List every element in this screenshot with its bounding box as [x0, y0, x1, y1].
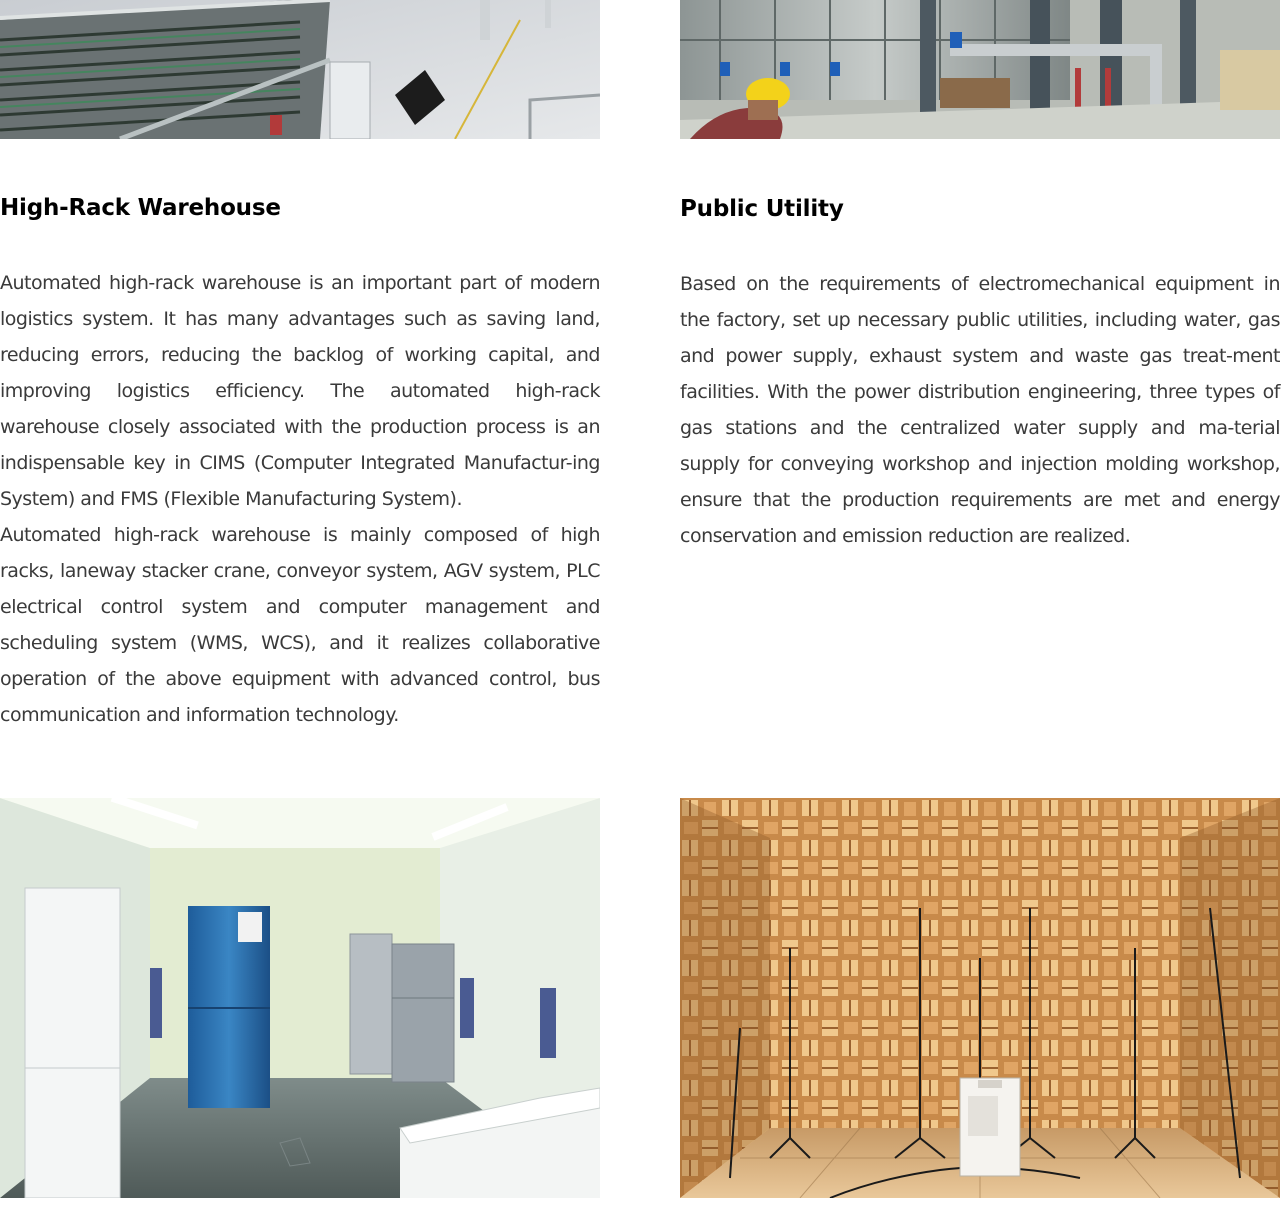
section-public-utility	[680, 0, 1280, 1219]
section-title: High-Rack Warehouse	[0, 195, 281, 221]
section-high-rack-warehouse	[0, 0, 600, 1219]
section-paragraph: Automated high-rack warehouse is an important part of modern logistics system. It has many advantages such as saving land, reducing errors, reducing the backlog of working capital, and improving logistics efficiency. The automated high-rack warehouse closely associated with the production process is an indispensable key in CIMS (Computer Integrated Manufactur-ing System) and FMS (Flexible Manufacturing System).	[0, 272, 600, 510]
refrigerator-test-room-photo	[0, 798, 600, 1198]
warehouse-conveyor-photo	[0, 0, 600, 139]
section-title: Public Utility	[680, 196, 844, 222]
section-paragraph: Based on the requirements of electromechanical equipment in the factory, set up necessary public utilities, including water, gas and power supply, exhaust system and waste gas treat-ment facilities. With the power distribution engineering, three types of gas stations and the centralized water supply and ma-terial supply for conveying workshop and injection molding workshop, ensure that the production requirements are met and energy conservation and emission reduction are realized.	[680, 273, 1280, 547]
section-paragraph: Automated high-rack warehouse is mainly composed of high racks, laneway stacker crane, conveyor system, AGV system, PLC electrical control system and computer management and scheduling system (WMS, WCS), and it realizes collaborative operation of the above equipment with advanced control, bus communication and information technology.	[0, 524, 600, 726]
utility-pipework-photo	[680, 0, 1280, 139]
anechoic-chamber-photo	[680, 798, 1280, 1198]
